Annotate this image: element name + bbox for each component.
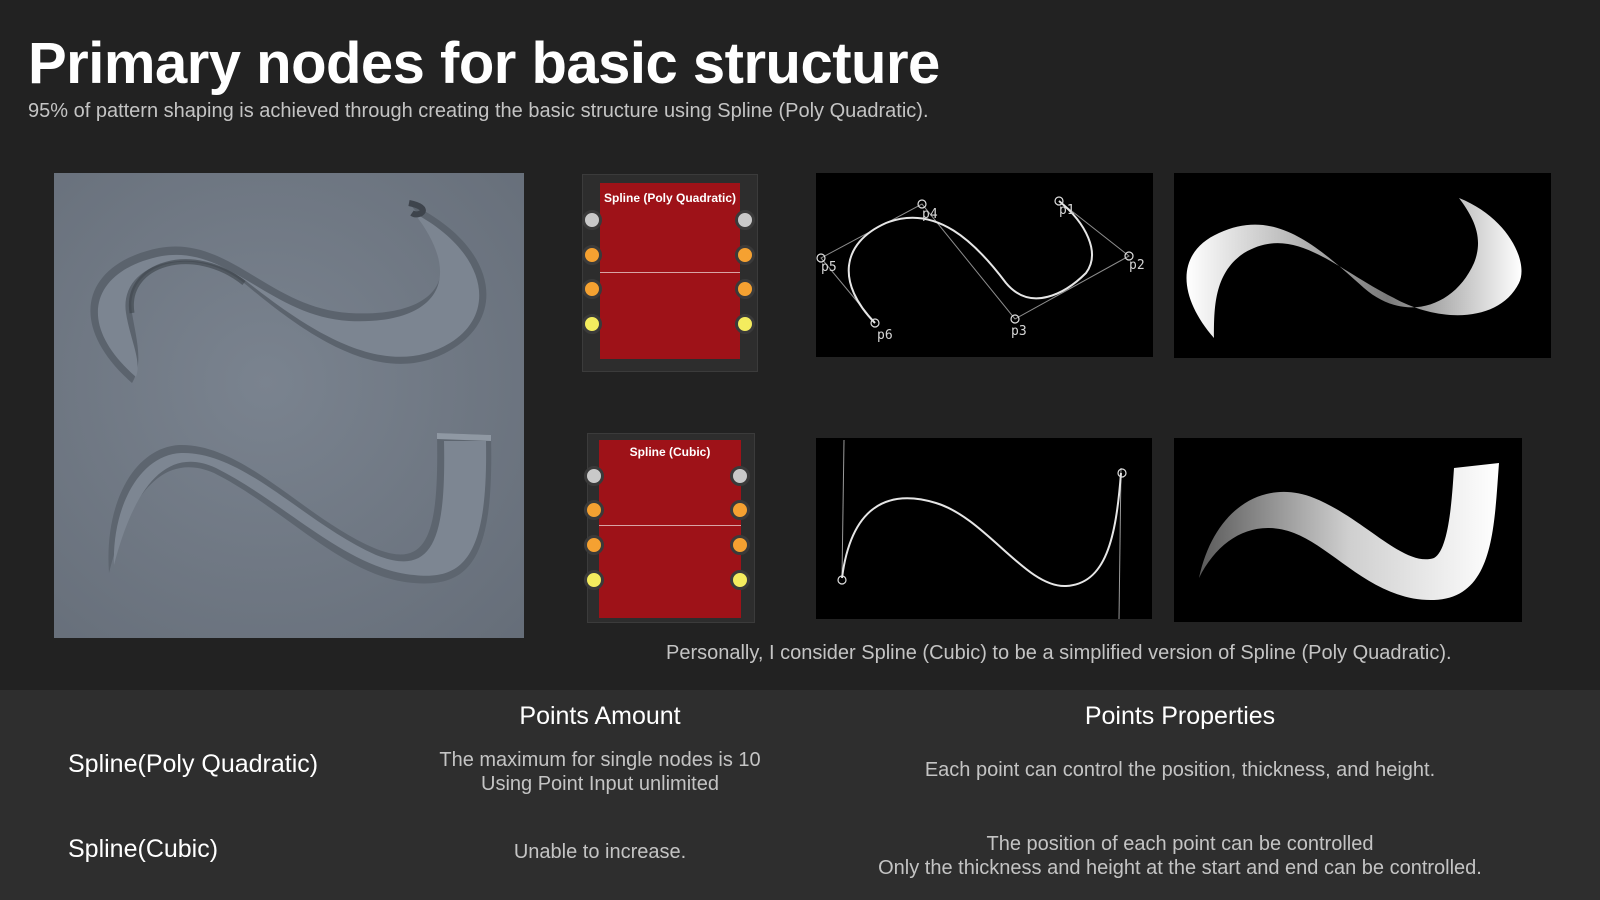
cubic-curve-svg [816,438,1152,619]
cell-line: Each point can control the position, thickness, and height. [924,759,1436,781]
node-body [600,183,740,359]
cubic-heightmap [1174,438,1522,622]
input-pin-yellow[interactable] [582,314,602,334]
row-label-cubic: Spline(Cubic) [68,835,219,863]
spline-poly-quadratic-node[interactable] [582,174,758,372]
output-pin-yellow[interactable] [730,570,750,590]
poly-quadratic-heightmap [1174,173,1551,358]
node-divider [600,272,740,273]
page-subtitle: 95% of pattern shaping is achieved through creating the basic structure using Spline (Poly Quadratic). [28,100,929,122]
cell-line: The position of each point can be controlled [986,833,1374,855]
header-points-amount: Points Amount [519,702,681,730]
output-pin-orange[interactable] [735,279,755,299]
input-pin-gray[interactable] [582,210,602,230]
point-label-p4: p4 [922,207,938,222]
cell-line: Using Point Input unlimited [481,773,719,795]
row-label-poly-quadratic: Spline(Poly Quadratic) [68,750,319,778]
point-label-p5: p5 [821,260,837,275]
input-pin-gray[interactable] [584,466,604,486]
poly-quadratic-curve-panel [816,173,1153,357]
cubic-heightmap-svg [1174,438,1522,622]
input-pin-orange[interactable] [584,500,604,520]
cell-line: Only the thickness and height at the start and end can be controlled. [878,857,1482,879]
output-pin-yellow[interactable] [735,314,755,334]
node-title: Spline (Cubic) [629,445,711,459]
input-pin-orange[interactable] [582,245,602,265]
cell-amount-cubic [400,840,800,864]
comment-text: Personally, I consider Spline (Cubic) to be a simplified version of Spline (Poly Quadratic). [666,642,1452,664]
point-label-p6: p6 [877,328,893,343]
output-pin-orange[interactable] [735,245,755,265]
input-pin-orange[interactable] [582,279,602,299]
spline-cubic-node[interactable] [587,433,755,623]
input-pin-orange[interactable] [584,535,604,555]
output-pin-orange[interactable] [730,535,750,555]
cell-properties-cubic [830,832,1530,880]
header-points-properties: Points Properties [1084,702,1276,730]
output-pin-gray[interactable] [730,466,750,486]
input-pin-yellow[interactable] [584,570,604,590]
cell-line: The maximum for single nodes is 10 [439,749,761,771]
poly-quadratic-heightmap-svg [1174,173,1551,358]
cell-line: Unable to increase. [513,841,687,863]
control-points [838,469,1126,584]
node-body [599,440,741,618]
poly-quadratic-curve-svg [816,173,1153,357]
node-title: Spline (Poly Quadratic) [603,191,737,205]
cell-amount-poly-quadratic [400,748,800,796]
cubic-curve-panel [816,438,1152,619]
point-label-p2: p2 [1129,258,1145,273]
output-pin-orange[interactable] [730,500,750,520]
relief-render-image [54,173,524,638]
cell-properties-poly-quadratic [830,758,1530,782]
output-pin-gray[interactable] [735,210,755,230]
point-label-p1: p1 [1059,203,1075,218]
page-title: Primary nodes for basic structure [28,31,940,96]
point-label-p3: p3 [1011,324,1027,339]
node-divider [599,525,741,526]
control-points [817,197,1133,327]
relief-render-svg [54,173,524,638]
